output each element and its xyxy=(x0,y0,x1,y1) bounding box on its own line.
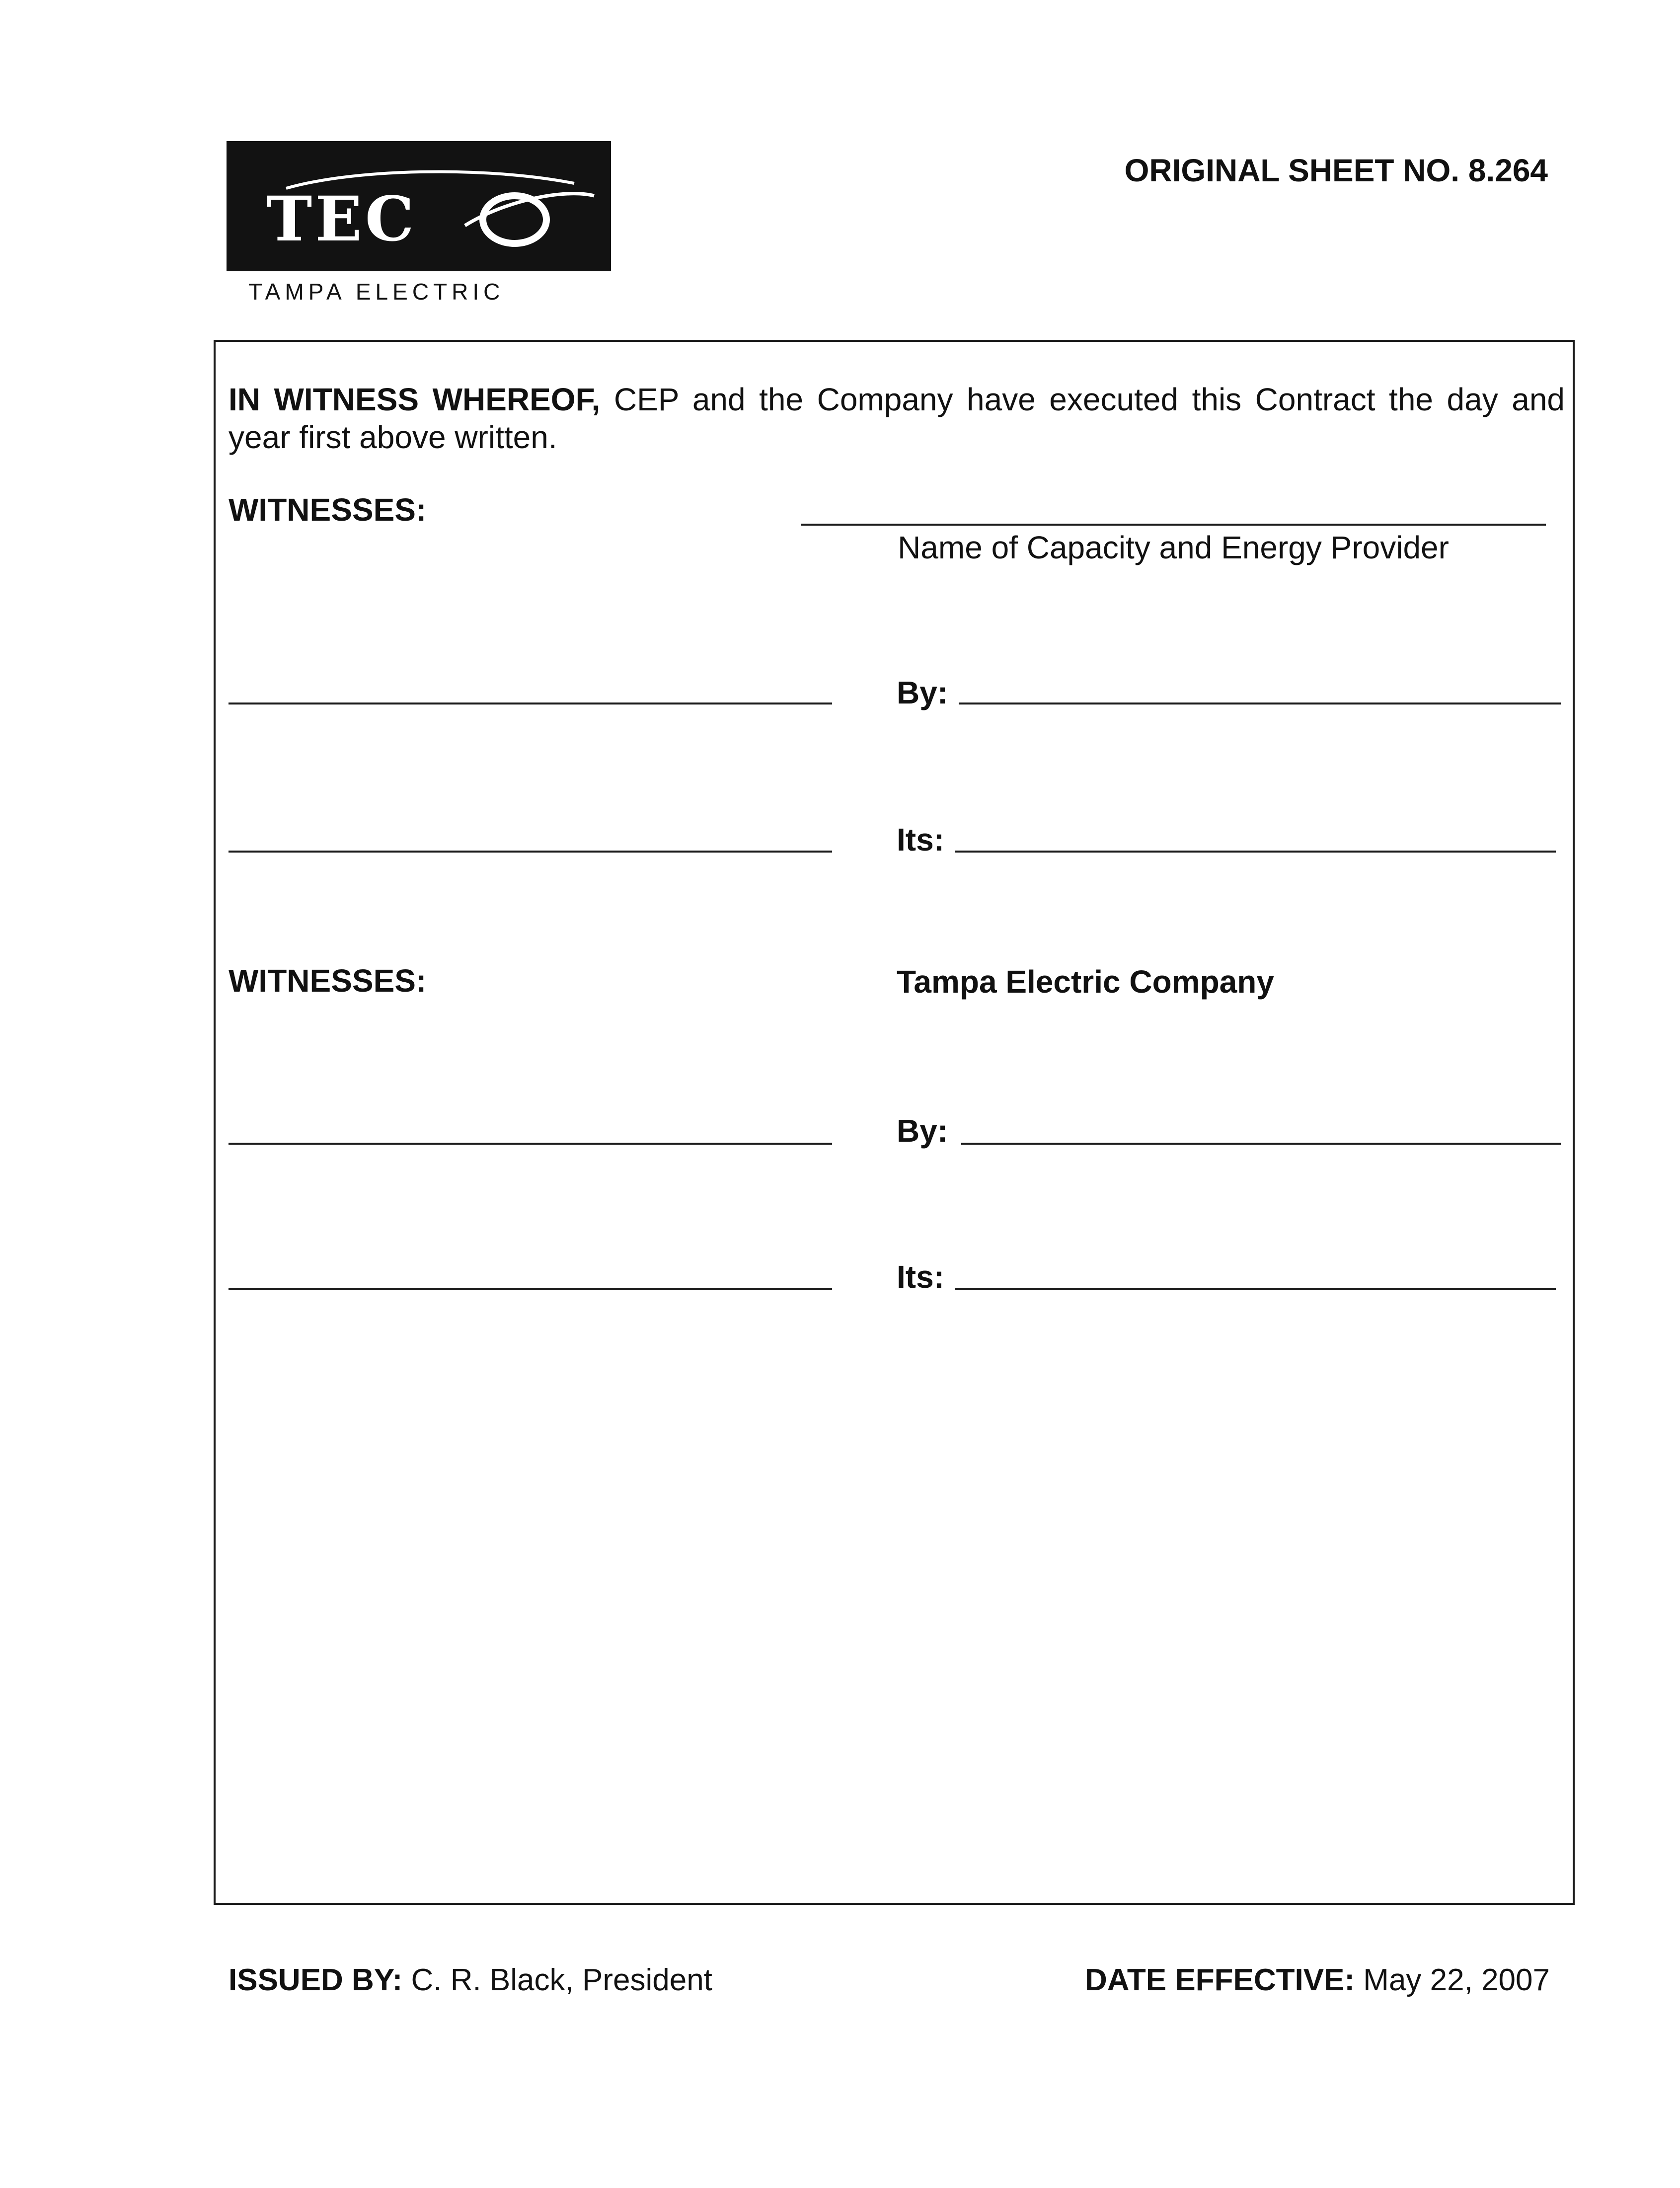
teco-company-name: Tampa Electric Company xyxy=(897,964,1274,1000)
teco-witness-line-2[interactable] xyxy=(229,1288,832,1290)
cep-by-line[interactable] xyxy=(959,703,1561,704)
teco-its-label: Its: xyxy=(897,1259,944,1295)
date-effective-label: DATE EFFECTIVE: xyxy=(1084,1963,1355,1997)
issued-by xyxy=(229,1962,712,1998)
svg-text:TEC: TEC xyxy=(266,183,417,255)
date-effective xyxy=(993,1962,1550,1998)
cep-witness-line-2[interactable] xyxy=(229,851,832,853)
issued-by-value: C. R. Black, President xyxy=(411,1963,712,1997)
witness-lead: IN WITNESS WHEREOF, xyxy=(229,382,601,417)
sheet-number: ORIGINAL SHEET NO. 8.264 xyxy=(1124,153,1548,188)
teco-by-label: By: xyxy=(897,1113,948,1149)
teco-logo-mark xyxy=(227,141,611,271)
teco-witness-line-1[interactable] xyxy=(229,1143,832,1145)
signature-frame xyxy=(214,340,1575,1905)
provider-name-line[interactable] xyxy=(801,524,1546,526)
witness-paragraph xyxy=(229,381,1565,456)
cep-by-label: By: xyxy=(897,675,948,710)
cep-its-label: Its: xyxy=(897,822,944,858)
logo-subtitle: TAMPA ELECTRIC xyxy=(248,279,505,305)
teco-its-line[interactable] xyxy=(955,1288,1556,1290)
cep-its-line[interactable] xyxy=(955,851,1556,853)
date-effective-value: May 22, 2007 xyxy=(1363,1963,1550,1997)
witnesses-label-cep: WITNESSES: xyxy=(229,492,427,528)
teco-logo xyxy=(227,141,611,271)
provider-caption: Name of Capacity and Energy Provider xyxy=(898,530,1449,565)
witness-rest: CEP and the Company have executed this Contract the day and year first above written. xyxy=(229,382,1565,455)
issued-by-label: ISSUED BY: xyxy=(229,1963,403,1997)
witnesses-label-teco: WITNESSES: xyxy=(229,963,427,999)
teco-by-line[interactable] xyxy=(961,1143,1561,1145)
cep-witness-line-1[interactable] xyxy=(229,703,832,704)
